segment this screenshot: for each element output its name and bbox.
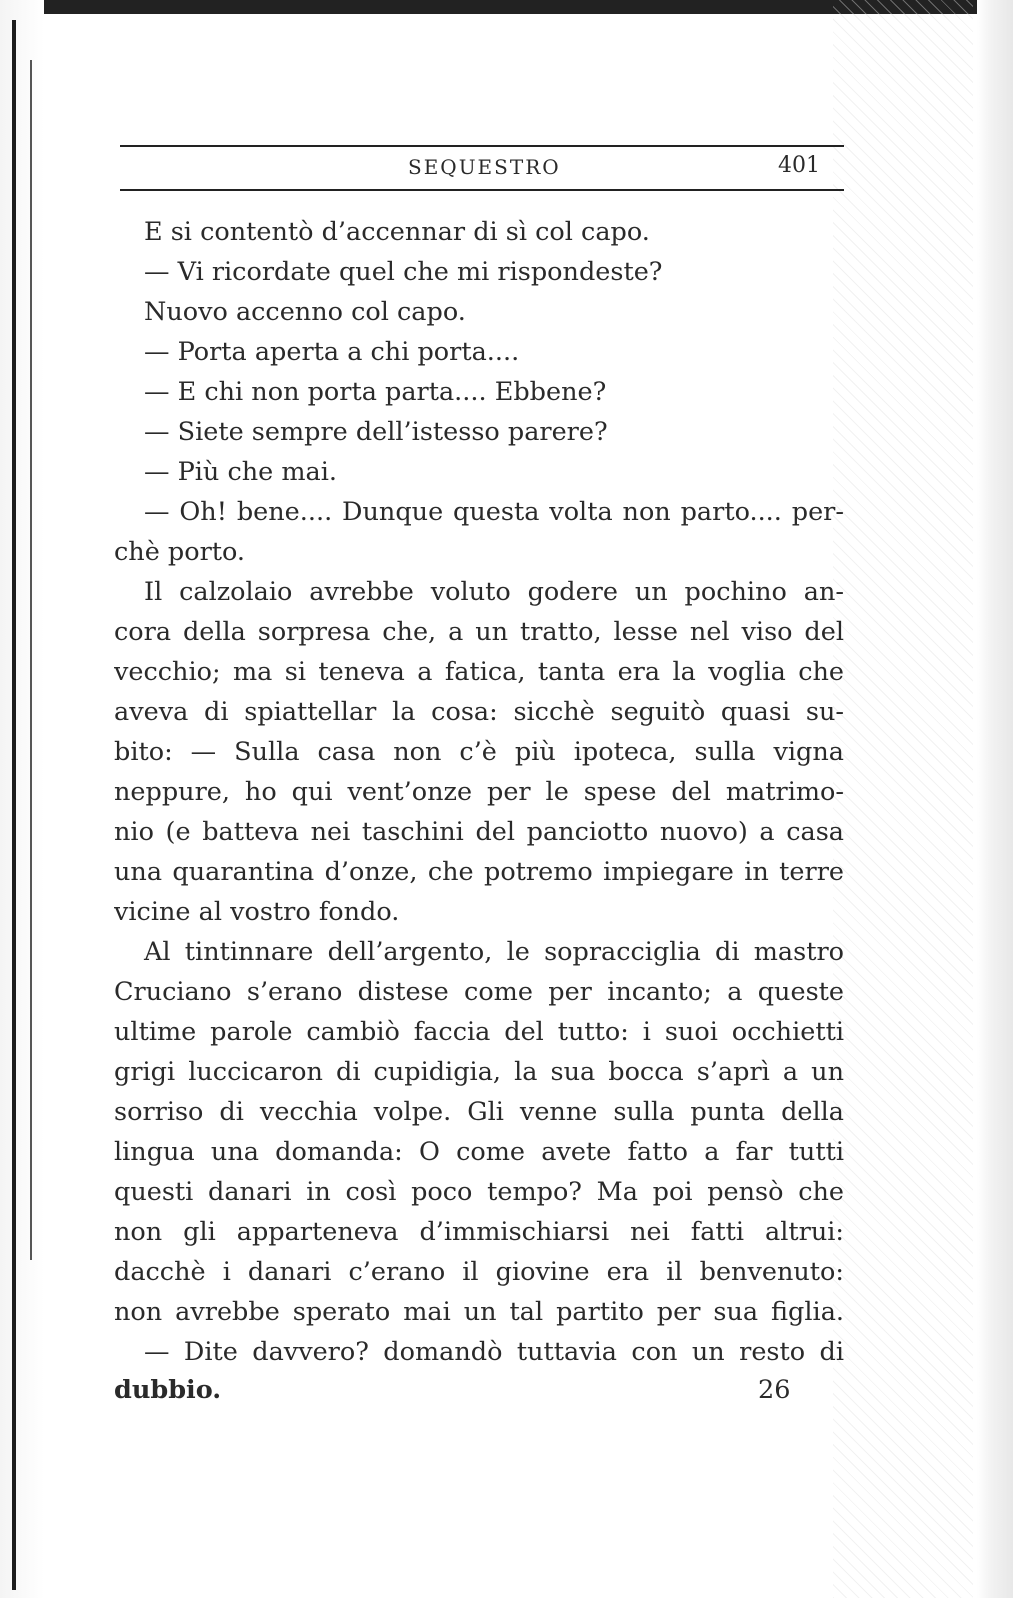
- text-line: non gli apparteneva d’immischiarsi nei fatti altrui:: [114, 1217, 844, 1247]
- page-footer: [114, 1370, 844, 1410]
- text-line: — Vi ricordate quel che mi rispondeste?: [144, 257, 663, 287]
- text-line: E si contentò d’accennar di sì col capo.: [144, 217, 650, 247]
- running-title: SEQUESTRO: [408, 155, 561, 179]
- header-rule-top: [120, 145, 844, 147]
- binding-shadow-inner: [30, 60, 32, 1260]
- binding-shadow: [12, 20, 16, 1590]
- text-line: Al tintinnare dell’argento, le sopracciglia di mastro: [144, 937, 844, 967]
- text-line: bito: — Sulla casa non c’è più ipoteca, sulla vigna: [114, 737, 844, 767]
- text-line: sorriso di vecchia volpe. Gli venne sulla punta della: [114, 1097, 844, 1127]
- text-line: ultime parole cambiò faccia del tutto: i suoi occhietti: [114, 1017, 844, 1047]
- signature-mark: 26: [758, 1375, 791, 1405]
- text-line: una quarantina d’onze, che potremo impiegare in terre: [114, 857, 844, 887]
- text-line: cora della sorpresa che, a un tratto, lesse nel viso del: [114, 617, 844, 647]
- paper-texture: [833, 0, 973, 1598]
- text-line: lingua una domanda: O come avete fatto a far tutti: [114, 1137, 844, 1167]
- text-line: questi danari in così poco tempo? Ma poi pensò che: [114, 1177, 844, 1207]
- page-number: 401: [778, 153, 820, 178]
- text-line: — Dite davvero? domandò tuttavia con un resto di: [144, 1337, 844, 1367]
- body-text: [114, 212, 844, 1372]
- text-line: neppure, ho qui vent’onze per le spese del matrimo-: [114, 777, 844, 807]
- text-line: — Porta aperta a chi porta....: [144, 337, 520, 367]
- text-line: aveva di spiattellar la cosa: sicchè seguitò quasi su-: [114, 697, 844, 727]
- text-line: — E chi non porta parta.... Ebbene?: [144, 377, 607, 407]
- text-line: — Siete sempre dell’istesso parere?: [144, 417, 608, 447]
- scan-right-edge: [977, 0, 1013, 1598]
- text-line: Nuovo accenno col capo.: [144, 297, 466, 327]
- running-head: [120, 153, 844, 183]
- scan-left-margin: [0, 0, 44, 1598]
- text-line: nio (e batteva nei taschini del panciotto nuovo) a casa: [114, 817, 844, 847]
- text-line: vecchio; ma si teneva a fatica, tanta era la voglia che: [114, 657, 844, 687]
- catchword: dubbio.: [114, 1375, 222, 1405]
- text-line: — Oh! bene.... Dunque questa volta non parto.... per-: [144, 497, 844, 527]
- text-line: grigi luccicaron di cupidigia, la sua bocca s’aprì a un: [114, 1057, 844, 1087]
- text-line: vicine al vostro fondo.: [114, 897, 400, 927]
- header-rule-bottom: [120, 189, 844, 191]
- text-line: dacchè i danari c’erano il giovine era il benvenuto:: [114, 1257, 844, 1287]
- text-line: Il calzolaio avrebbe voluto godere un pochino an-: [144, 577, 844, 607]
- text-line: — Più che mai.: [144, 457, 337, 487]
- text-line: chè porto.: [114, 537, 246, 567]
- text-line: non avrebbe sperato mai un tal partito per sua figlia.: [114, 1297, 844, 1327]
- text-line: Cruciano s’erano distese come per incanto; a queste: [114, 977, 844, 1007]
